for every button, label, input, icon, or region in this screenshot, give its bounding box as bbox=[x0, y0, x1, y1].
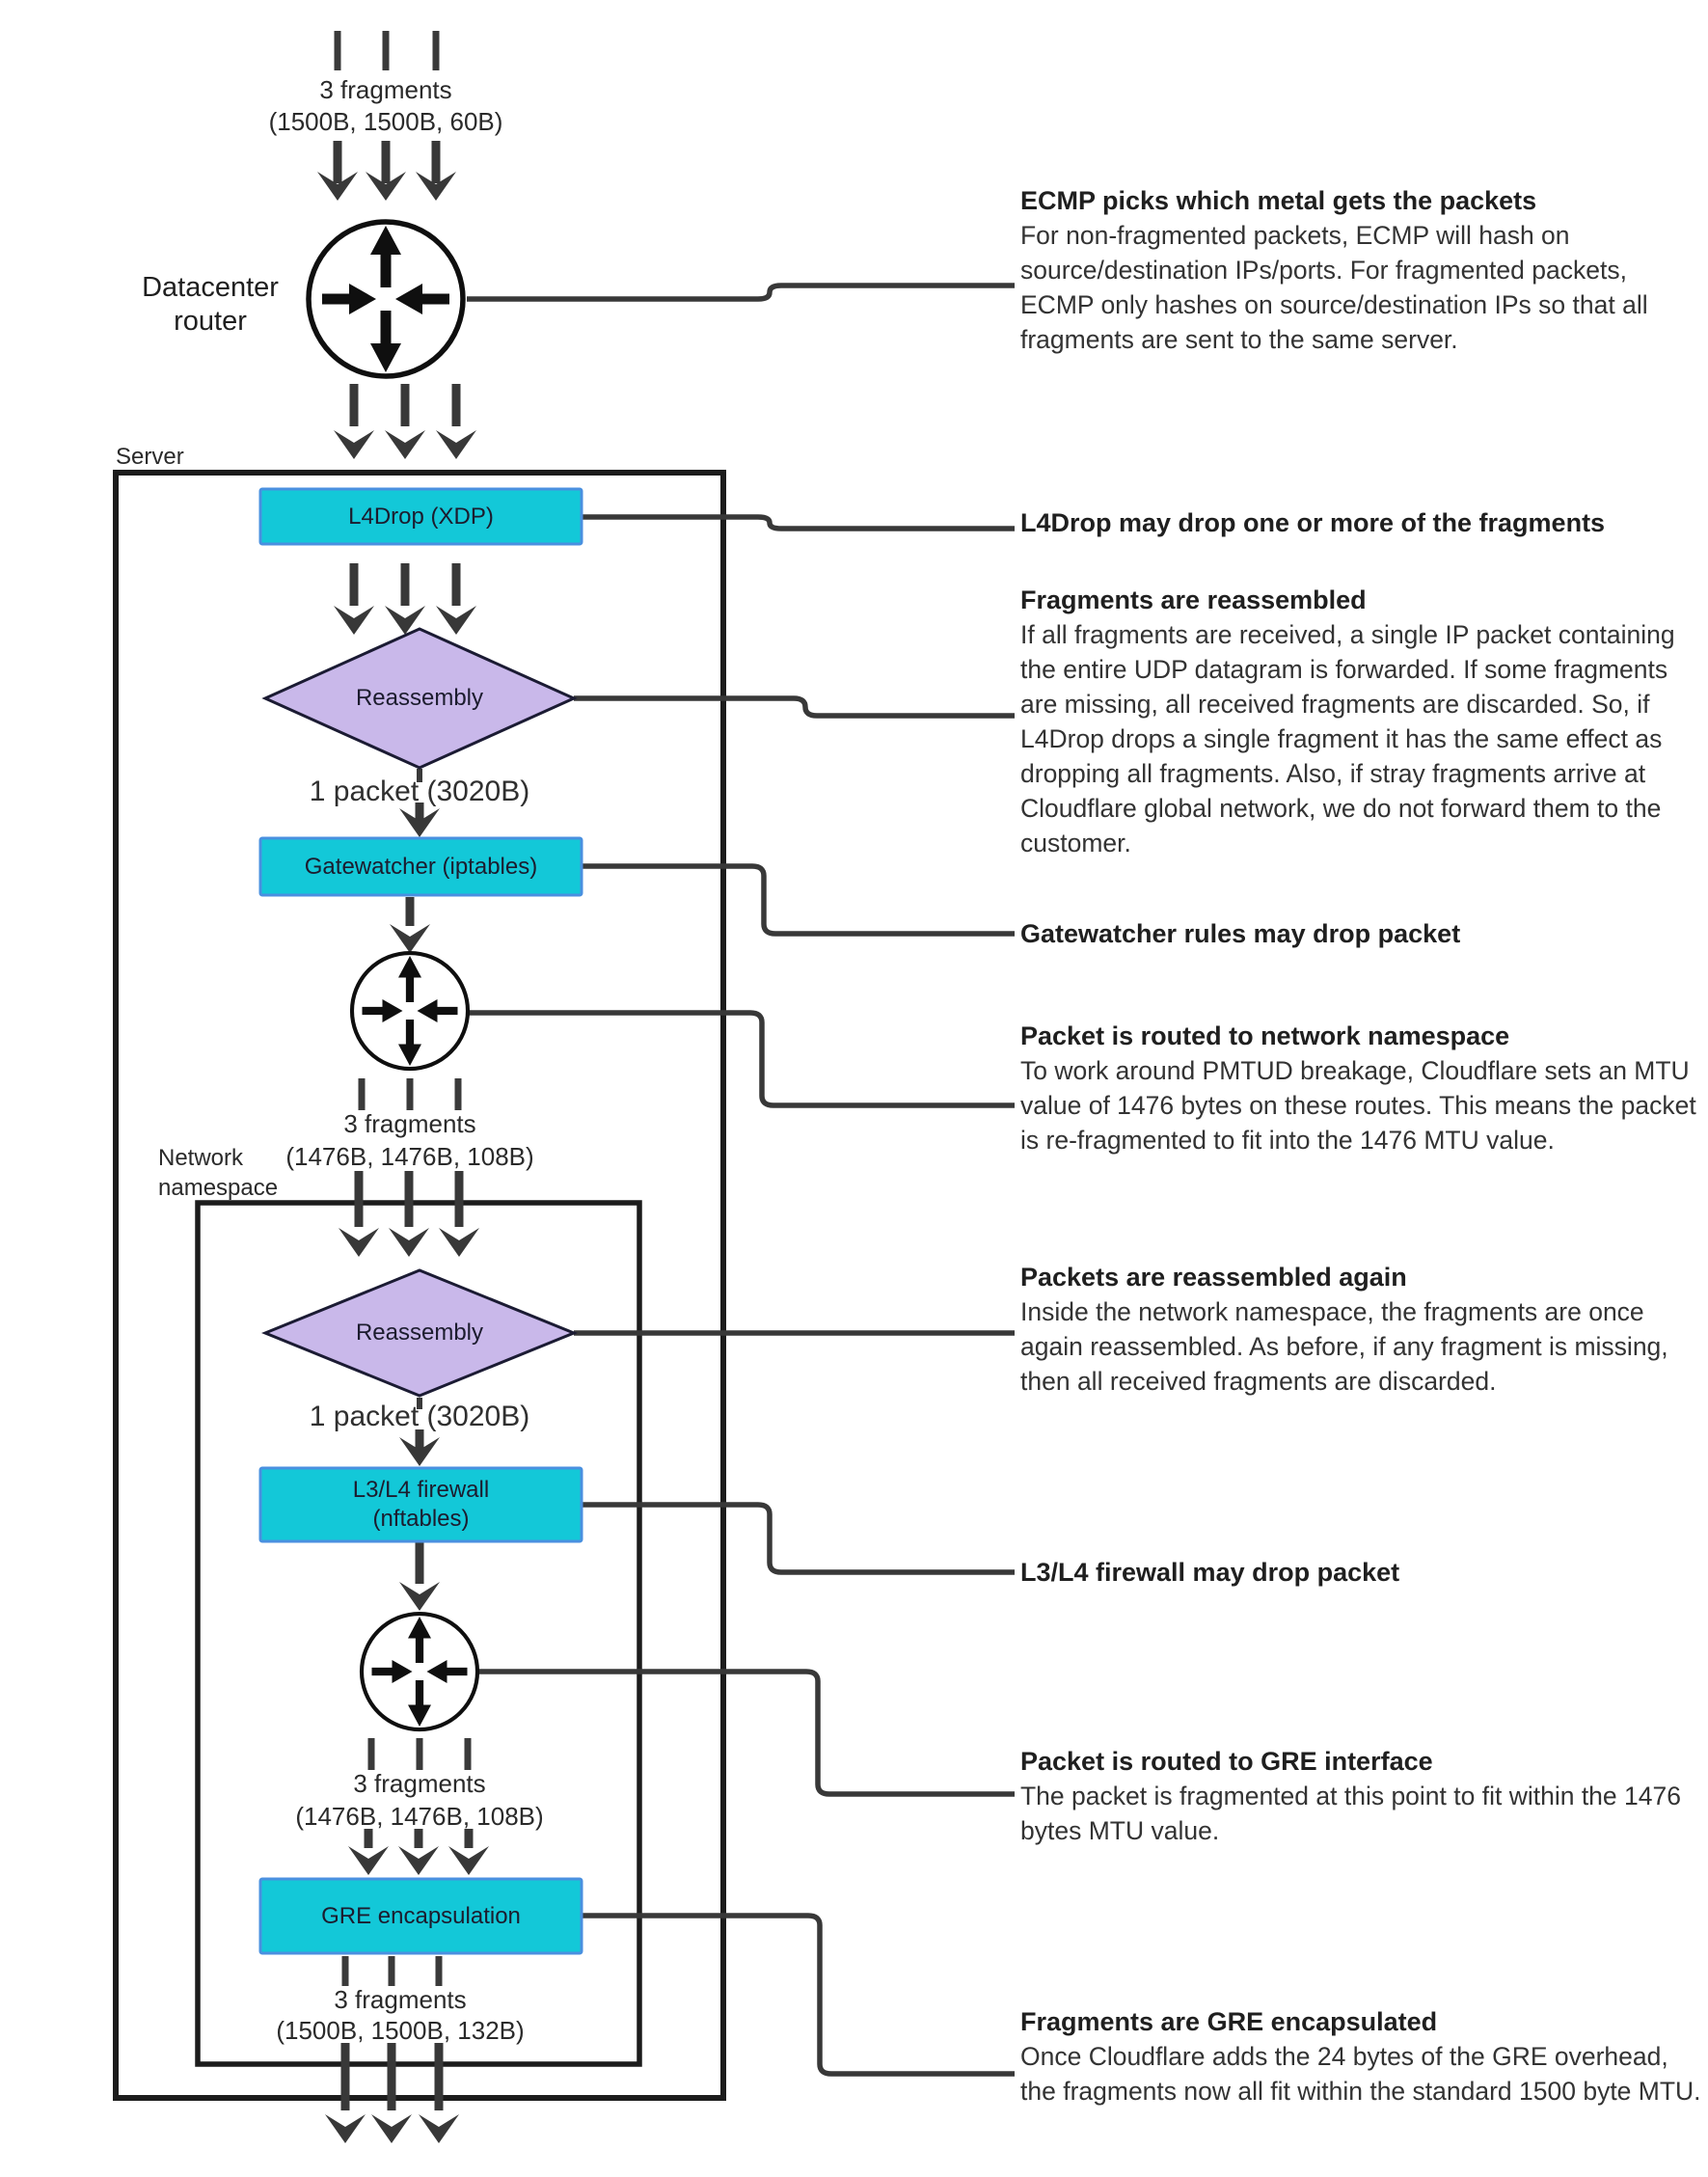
annotation-heading: Packet is routed to GRE interface bbox=[1020, 1747, 1433, 1776]
annotation-heading: Packets are reassembled again bbox=[1020, 1263, 1407, 1292]
annotation-body: To work around PMTUD breakage, Cloudflare sets an MTU value of 1476 bytes on these routes. This means the packet is re-fragmented to fit into the 1476 MTU value. bbox=[1020, 1056, 1696, 1155]
annotation-gatewatcher bbox=[1020, 916, 1701, 951]
out-fragment-dashes bbox=[342, 1956, 443, 1986]
server-label: Server bbox=[116, 444, 184, 470]
firewall-label-line1: L3/L4 firewall bbox=[352, 1477, 490, 1503]
arrows-into-server bbox=[334, 384, 476, 459]
annotation-route-namespace bbox=[1020, 1019, 1701, 1157]
namespace-route-router-icon bbox=[352, 953, 468, 1069]
arrows-into-router bbox=[317, 141, 456, 201]
reassembly2-label: Reassembly bbox=[355, 1320, 484, 1346]
annotation-heading: Packet is routed to network namespace bbox=[1020, 1021, 1510, 1050]
connector-l4drop bbox=[582, 517, 1015, 529]
arrows-into-gre bbox=[348, 1829, 489, 1875]
connector-reassembly1 bbox=[574, 698, 1015, 716]
annotation-heading: L3/L4 firewall may drop packet bbox=[1020, 1558, 1400, 1587]
arrows-into-namespace bbox=[339, 1171, 479, 1257]
annotation-firewall bbox=[1020, 1555, 1701, 1590]
annotation-gre-route bbox=[1020, 1744, 1701, 1848]
annotation-body: Once Cloudflare adds the 24 bytes of the GRE overhead, the fragments now all fit within the standard 1500 byte MTU. bbox=[1020, 2042, 1701, 2106]
annotation-body: Inside the network namespace, the fragments are once again reassembled. As before, if any fragment is missing, then all received fragments are discarded. bbox=[1020, 1297, 1668, 1396]
arrows-l4drop-to-reassembly bbox=[334, 563, 476, 635]
firewall-box-label bbox=[260, 1468, 582, 1541]
annotation-l4drop bbox=[1020, 505, 1701, 540]
annotation-heading: Fragments are GRE encapsulated bbox=[1020, 2007, 1438, 2036]
out-fragments-sizes: (1500B, 1500B, 132B) bbox=[276, 2016, 525, 2045]
annotation-body: The packet is fragmented at this point to fit within the 1476 bytes MTU value. bbox=[1020, 1782, 1681, 1845]
annotation-heading: Gatewatcher rules may drop packet bbox=[1020, 919, 1461, 948]
reassembly1-label: Reassembly bbox=[355, 685, 484, 711]
arrow-firewall-to-router bbox=[399, 1541, 440, 1611]
annotation-gre-encap bbox=[1020, 2004, 1701, 2109]
annotation-heading: Fragments are reassembled bbox=[1020, 585, 1367, 614]
annotation-body: For non-fragmented packets, ECMP will hash on source/destination IPs/ports. For fragmented packets, ECMP only hashes on source/destination IPs so that all fragments are sent to the same server. bbox=[1020, 221, 1648, 354]
firewall-label-line2: (nftables) bbox=[372, 1506, 470, 1532]
packet1-label: 1 packet (3020B) bbox=[309, 776, 530, 807]
annotation-heading: L4Drop may drop one or more of the fragments bbox=[1020, 508, 1606, 537]
datacenter-router-label: Datacenter router bbox=[142, 272, 279, 337]
mid-fragments-sizes: (1476B, 1476B, 108B) bbox=[285, 1142, 534, 1171]
gre-route-router-icon bbox=[362, 1614, 477, 1729]
top-fragments-sizes: (1500B, 1500B, 60B) bbox=[268, 107, 503, 136]
l4drop-box-label: L4Drop (XDP) bbox=[348, 503, 494, 530]
top-fragment-dashes bbox=[335, 31, 440, 70]
datacenter-router-icon bbox=[309, 222, 463, 376]
annotation-heading: ECMP picks which metal gets the packets bbox=[1020, 186, 1537, 215]
packet2-label: 1 packet (3020B) bbox=[309, 1401, 530, 1432]
mid-fragment-dashes bbox=[359, 1078, 462, 1110]
mid-fragments-label: 3 fragments bbox=[343, 1109, 476, 1138]
gatewatcher-box-label: Gatewatcher (iptables) bbox=[304, 853, 538, 880]
connector-firewall bbox=[582, 1505, 1015, 1572]
top-fragments-label: 3 fragments bbox=[319, 75, 452, 104]
arrow-gatewatcher-to-router bbox=[390, 897, 430, 953]
gre-fragments-sizes: (1476B, 1476B, 108B) bbox=[295, 1802, 544, 1831]
annotation-reassembled-again bbox=[1020, 1260, 1701, 1399]
annotation-body: If all fragments are received, a single IP packet containing the entire UDP datagram is forwarded. If some fragments are missing, all received fragments are discarded. So, if L4Drop drops a single fragment it has the same effect as dropping all fragments. Also, if stray fragments arrive at Cloudflare global network, we do not forward them to the customer. bbox=[1020, 620, 1675, 857]
connector-gatewatcher bbox=[582, 866, 1015, 934]
gre-box-label: GRE encapsulation bbox=[321, 1902, 521, 1929]
annotation-ecmp bbox=[1020, 183, 1701, 357]
network-namespace-label: Network namespace bbox=[158, 1145, 279, 1201]
connector-ecmp bbox=[467, 286, 1015, 299]
connector-route-namespace bbox=[468, 1013, 1015, 1105]
gre-fragments-label: 3 fragments bbox=[353, 1769, 486, 1798]
arrows-out-of-server bbox=[325, 2043, 459, 2143]
arrow-packet-to-firewall bbox=[399, 1429, 440, 1466]
annotation-reassembled bbox=[1020, 583, 1701, 860]
out-fragments-label: 3 fragments bbox=[334, 1985, 467, 2014]
annotation-connectors bbox=[467, 286, 1015, 2074]
gre-fragment-dashes bbox=[368, 1738, 472, 1770]
connector-gre-encap bbox=[582, 1916, 1015, 2074]
connector-gre-route bbox=[477, 1672, 1015, 1794]
